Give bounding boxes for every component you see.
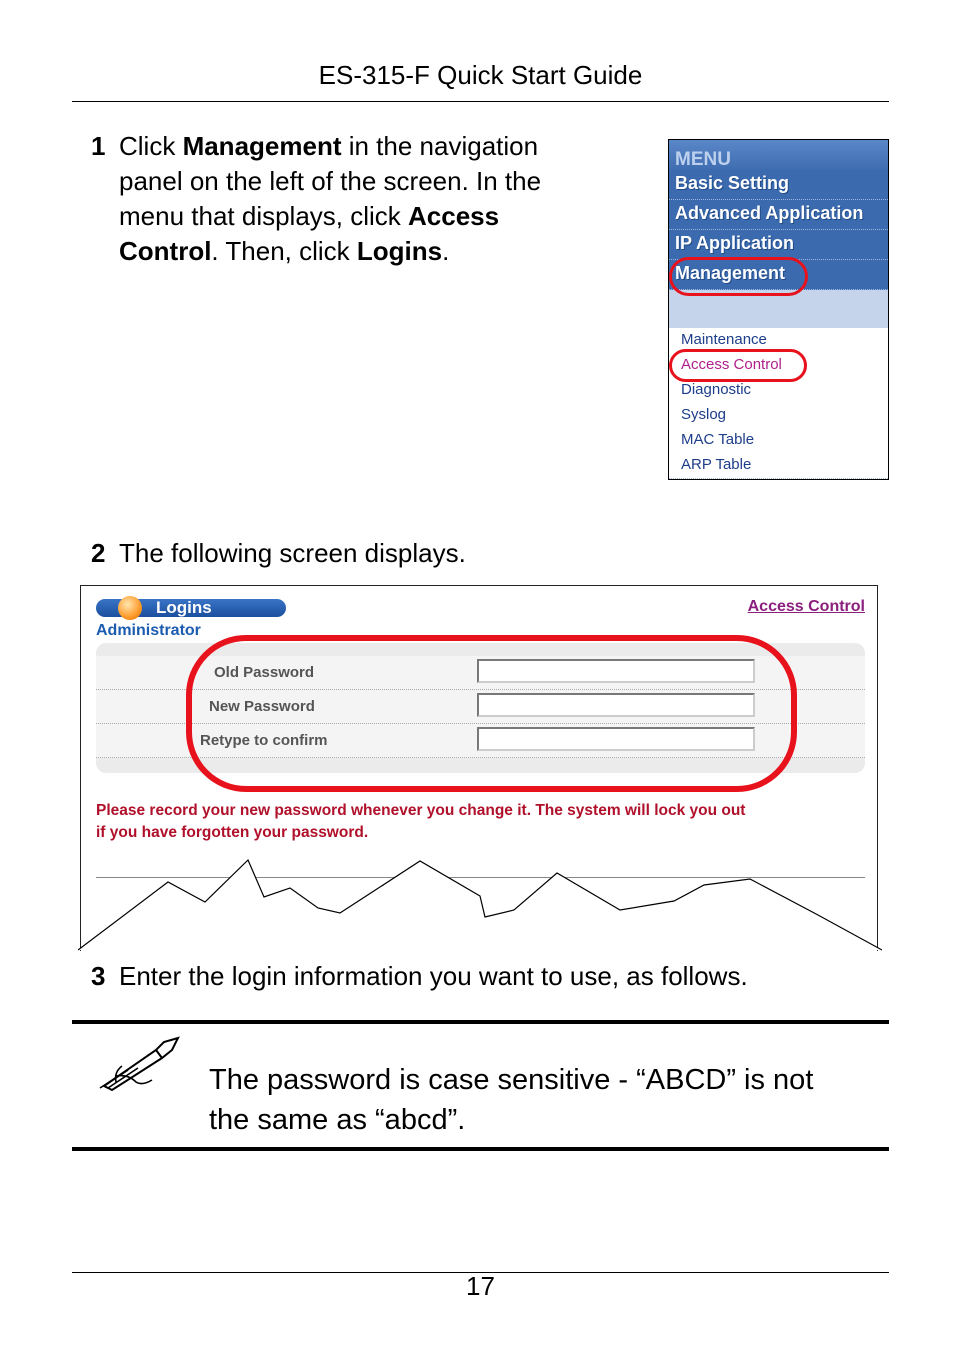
field-label: New Password: [209, 698, 315, 715]
bold-term: Access: [408, 201, 500, 231]
highlight-oval-access-control: [669, 349, 807, 382]
bold-term: Control: [119, 236, 212, 266]
step-text: [119, 129, 649, 269]
page-header: ES-315-F Quick Start Guide: [318, 60, 643, 90]
step-number: 2: [91, 538, 106, 568]
step-number: 1: [91, 131, 106, 161]
text: in the navigation: [341, 131, 539, 161]
text: . Then, click: [211, 236, 357, 266]
header-rule: [72, 101, 889, 102]
submenu-item-mac-table[interactable]: [669, 428, 888, 454]
bold-term: Logins: [356, 236, 443, 266]
bold-term: Management: [182, 131, 342, 161]
step-number: 3: [91, 961, 106, 991]
highlight-oval-management: [669, 257, 808, 296]
note-line: the same as “abcd”.: [209, 1104, 466, 1136]
submenu-label: Diagnostic: [681, 381, 752, 398]
menu-item-advanced-application[interactable]: [669, 200, 888, 230]
torn-edge-graphic: [78, 855, 882, 955]
step-text: Enter the login information you want to use, as follows.: [119, 961, 748, 991]
field-label: Retype to confirm: [200, 732, 328, 749]
note-pen-icon: [98, 1036, 182, 1092]
submenu-item-arp-table[interactable]: [669, 453, 888, 479]
access-control-link[interactable]: Access Control: [747, 598, 865, 615]
menu-item-label: Management: [675, 263, 786, 283]
field-label: Old Password: [214, 664, 315, 681]
note-top-rule: [72, 1020, 889, 1024]
submenu-label: MAC Table: [681, 431, 755, 448]
orb-icon: [118, 596, 142, 620]
logins-tab-label: Logins: [156, 598, 212, 617]
menu-item-basic-setting[interactable]: [669, 170, 888, 200]
step-1: [91, 129, 651, 274]
warning-line: Please record your new password whenever you change it. The system will lock you out: [96, 802, 746, 819]
text: Click: [119, 131, 183, 161]
menu-title: MENU: [675, 149, 731, 170]
step-text: The following screen displays.: [119, 538, 466, 568]
note-bottom-rule: [72, 1147, 889, 1151]
submenu-label: Syslog: [681, 406, 727, 423]
logins-tab: [96, 599, 286, 617]
text: panel on the left of the screen. In the: [119, 166, 542, 196]
menu-title-bar: [669, 140, 888, 170]
menu-screenshot: [668, 139, 889, 480]
section-title: Administrator: [96, 622, 201, 639]
menu-item-label: Basic Setting: [675, 173, 790, 193]
menu-item-ip-application[interactable]: [669, 230, 888, 260]
submenu-label: Maintenance: [681, 331, 767, 348]
note-line: The password is case sensitive - “ABCD” is not: [209, 1064, 814, 1096]
step-2: [91, 536, 691, 572]
warning-line: if you have forgotten your password.: [96, 824, 369, 841]
step-3: [91, 959, 891, 995]
page-number: 17: [466, 1271, 495, 1301]
menu-item-label: Advanced Application: [675, 203, 864, 223]
warning-text: [96, 800, 866, 844]
note-text: [209, 1060, 899, 1140]
text: .: [442, 236, 450, 266]
menu-item-label: IP Application: [675, 233, 795, 253]
text: menu that displays, click: [119, 201, 409, 231]
submenu-item-syslog[interactable]: [669, 403, 888, 429]
submenu-label: ARP Table: [681, 456, 752, 473]
submenu-label: Access Control: [681, 356, 782, 373]
highlight-oval-password-fields: [186, 635, 797, 792]
